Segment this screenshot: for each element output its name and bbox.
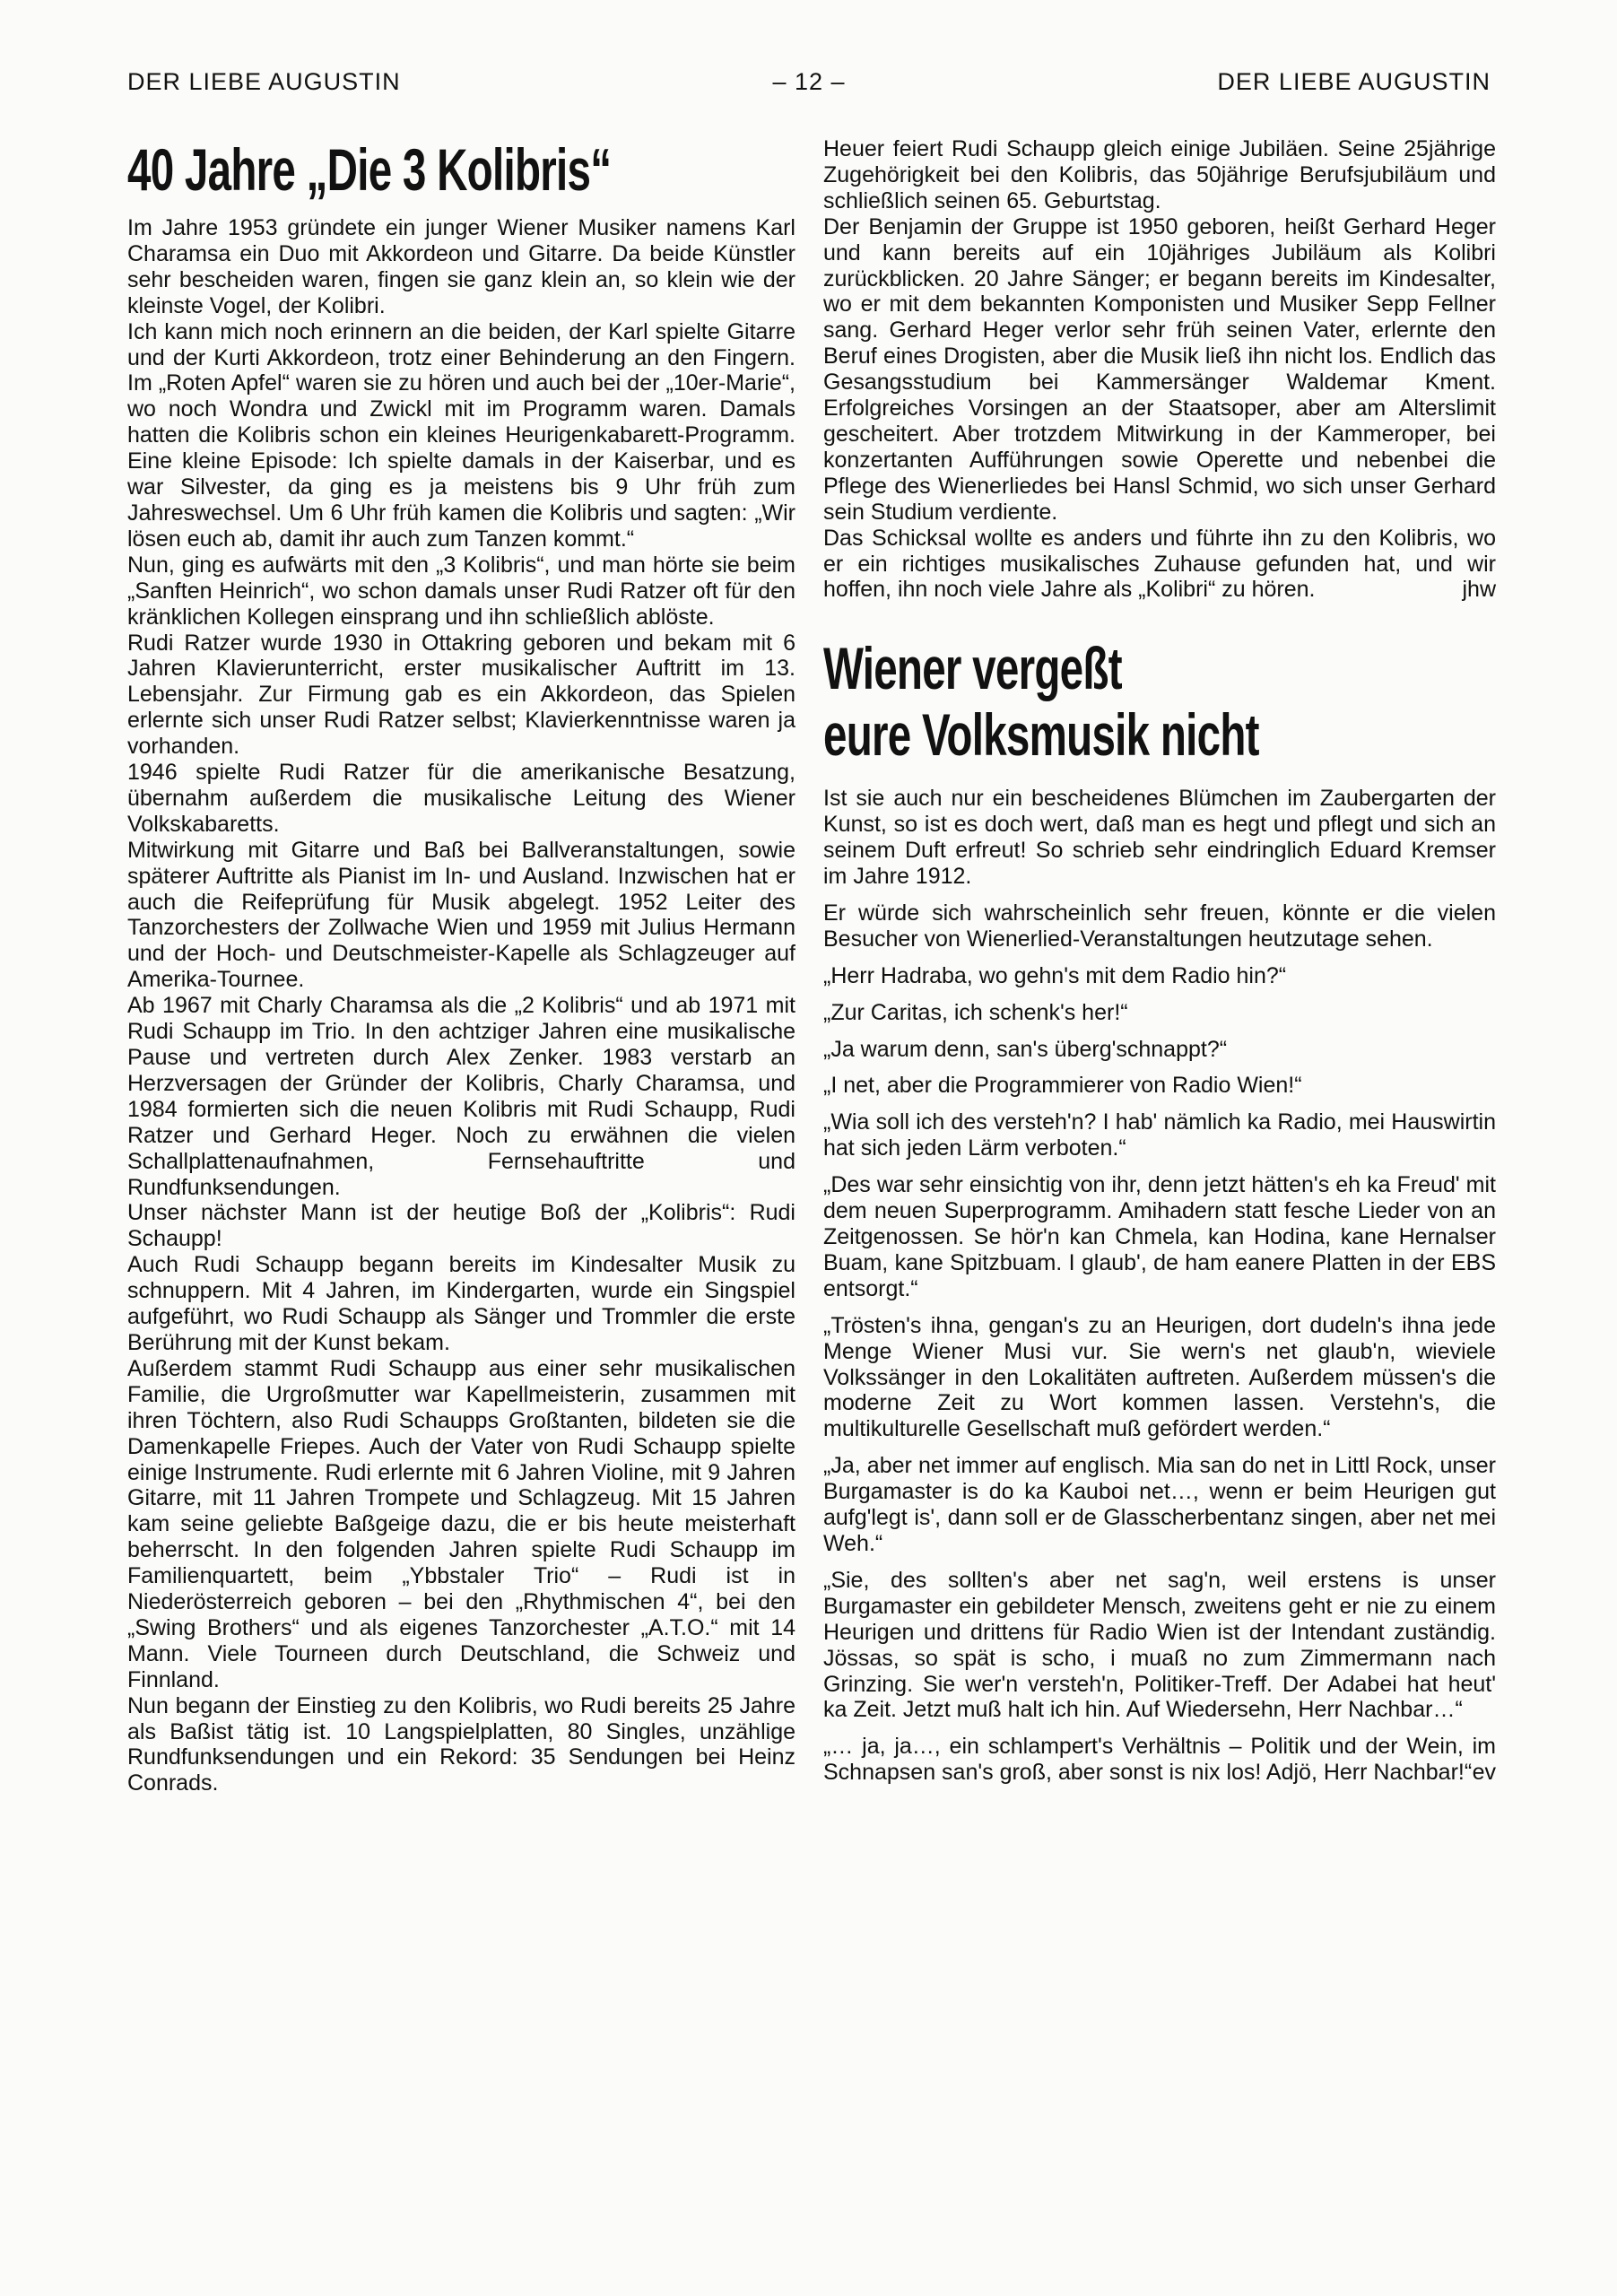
article2-title-line2: eure Volksmusik nicht: [823, 701, 1259, 769]
article2-dialogue-line: [823, 1734, 1496, 1786]
article2-title-line1: Wiener vergeßt: [823, 635, 1122, 702]
article1-last-paragraph-text: Das Schicksal wollte es anders und führte ihn zu den Kolibris, wo er ein richtiges musikalisches Zuhause gefunden hat, und wir hoffen, ihn noch viele Jahre als „Kolibri“ zu hören.: [823, 525, 1496, 603]
running-title-left: DER LIEBE AUGUSTIN: [127, 68, 401, 95]
article1-paragraph: Außerdem stammt Rudi Schaupp aus einer sehr musikalischen Familie, die Urgroßmutter war Kapellmeisterin, zusammen mit ihren Töchtern, also Rudi Schaupps Großtanten, bildeten sie die Damenkapelle Friepes. Auch der Vater von Rudi Schaupp spielte einige Instrumente. Rudi erlernte mit 6 Jahren Violine, mit 9 Jahren Gitarre, mit 11 Jahren Trompete und Schlagzeug. Mit 15 Jahren kam seine geliebte Baßgeige dazu, die er bis heute meisterhaft beherrscht. In den folgenden Jahren spielte Rudi Schaupp im Familienquartett, beim „Ybbstaler Trio“ – Rudi ist in Niederösterreich geboren – bei den „Rhythmischen 4“, bei den „Swing Brothers“ und als eigenes Tanzorchester „A.T.O.“ mit 14 Mann. Viele Tourneen durch Deutschland, die Schweiz und Finnland.: [127, 1355, 795, 1692]
article1-paragraph: 1946 spielte Rudi Ratzer für die amerikanische Besatzung, übernahm außerdem die musikalische Leitung des Wiener Volkskabaretts.: [127, 760, 795, 837]
page-header: [127, 68, 1491, 104]
article1-paragraph: Im Jahre 1953 gründete ein junger Wiener Musiker namens Karl Charamsa ein Duo mit Akkordeon und Gitarre. Da beide Künstler sehr bescheiden waren, fingen sie ganz klein an, so klein wie der kleinste Vogel, der Kolibri.: [127, 215, 795, 318]
page-number: – 12 –: [772, 68, 846, 95]
article1-continuation-paragraph: Heuer feiert Rudi Schaupp gleich einige Jubiläen. Seine 25jährige Zugehörigkeit bei den Kolibris, das 50jährige Berufsjubiläum und schließlich seinen 65. Geburtstag.: [823, 136, 1496, 213]
article2-dialogue-line: „Ja, aber net immer auf englisch. Mia san do net in Littl Rock, unser Burgamaster is do ka Kauboi net…, wenn er beim Heurigen gut aufg'legt is', dann soll er de Glasscherbentanz singen, aber net mei Weh.“: [823, 1453, 1496, 1556]
article2-dialogue-line: „Trösten's ihna, gengan's zu an Heurigen, dort dudeln's ihna jede Menge Wiener Musi vur. Sie wern's net glaub'n, wieviele Volkssänger in den Lokalitäten auftreten. Außerdem müssen's die moderne Zeit zu Wort kommen lassen. Verstehn's, die multikulturelle Gesellschaft muß gefördert werden.“: [823, 1312, 1496, 1442]
article1-signature: jhw: [1462, 577, 1496, 603]
article1-paragraph: Ich kann mich noch erinnern an die beiden, der Karl spielte Gitarre und der Kurti Akkordeon, trotz einer Behinderung an den Fingern. Im „Roten Apfel“ waren sie zu hören und auch bei der „10er-Marie“, wo noch Wondra und Zwickl mit im Programm waren. Damals hatten die Kolibris schon ein kleines Heurigenkabarett-Programm. Eine kleine Episode: Ich spielte damals in der Kaiserbar, und es war Silvester, da ging es ja meistens bis 9 Uhr früh zum Jahreswechsel. Um 6 Uhr früh kamen die Kolibris und sagten: „Wir lösen euch ab, damit ihr auch zum Tanzen kommt.“: [127, 318, 795, 552]
article2-dialogue-line: „Herr Hadraba, wo gehn's mit dem Radio hin?“: [823, 962, 1287, 988]
left-column: [127, 136, 795, 1796]
article1-continuation-paragraph: [823, 526, 1496, 604]
article1-paragraph: Mitwirkung mit Gitarre und Baß bei Ballveranstaltungen, sowie späterer Auftritte als Pianist im In- und Ausland. Inzwischen hat er auch die Reifeprüfung für Musik abgelegt. 1952 Leiter des Tanzorchesters der Zollwache Wien und 1959 mit Julius Hermann und der Hoch- und Deutschmeister-Kapelle als Schlagzeuger auf Amerika-Tournee.: [127, 837, 795, 993]
article2-dialogue-line: „Sie, des sollten's aber net sag'n, weil erstens is unser Burgamaster ein gebildeter Mensch, zweitens geht er nie zu einem Heurigen und drittens für Radio Wien ist der Intendant zuständig. Jössas, so spät is scho, i muaß no zum Zimmermann nach Grinzing. Sie wer'n versteh'n, Politiker-Treff. Der Adabei hat heut' ka Zeit. Jetzt muß halt ich hin. Auf Wiedersehn, Herr Nachbar…“: [823, 1567, 1496, 1723]
article1-title-wrap: [127, 136, 795, 203]
article1-paragraph: Ab 1967 mit Charly Charamsa als die „2 Kolibris“ und ab 1971 mit Rudi Schaupp im Trio. In den achtziger Jahren eine musikalische Pause und vertreten durch Alex Zenker. 1983 verstarb an Herzversagen der Gründer der Kolibris, Charly Charamsa, und 1984 formierten sich die neuen Kolibris mit Rudi Schaupp, Rudi Ratzer und Gerhard Heger. Noch zu erwähnen die vielen Schallplattenaufnahmen, Fernsehauftritte und Rundfunksendungen.: [127, 993, 795, 1200]
article1-paragraph: Unser nächster Mann ist der heutige Boß der „Kolibris“: Rudi Schaupp!: [127, 1200, 795, 1252]
article2-dialogue-line: „Wia soll ich des versteh'n? I hab' nämlich ka Radio, mei Hauswirtin hat sich jeden Lärm verboten.“: [823, 1109, 1496, 1161]
article1-paragraph: Rudi Ratzer wurde 1930 in Ottakring geboren und bekam mit 6 Jahren Klavierunterricht, erster musikalischer Auftritt im 13. Lebensjahr. Zur Firmung gab es ein Akkordeon, das Spielen erlernte sich unser Rudi Ratzer selbst; Klavierkenntnisse waren ja vorhanden.: [127, 630, 795, 760]
article2-dialogue-line: „Zur Caritas, ich schenk's her!“: [823, 999, 1128, 1025]
article1-title: 40 Jahre „Die 3 Kolibris“: [127, 136, 612, 203]
right-column: [823, 136, 1496, 1796]
article2-dialogue-line: „Des war sehr einsichtig von ihr, denn jetzt hätten's eh ka Freud' mit dem neuen Superprogramm. Amihadern statt fesche Lieder von an Zeitgenossen. Se hör'n kan Chmela, kan Hodina, kane Hernalser Buam, kane Spitzbuam. I glaub', de ham eanere Platten in der EBS entsorgt.“: [823, 1172, 1496, 1301]
article2-signature: ev: [1472, 1760, 1496, 1786]
article2-paragraph: Er würde sich wahrscheinlich sehr freuen, könnte er die vielen Besucher von Wienerlied-Veranstaltungen heutzutage sehen.: [823, 900, 1496, 952]
article2-dialogue-line: „Ja warum denn, san's überg'schnappt?“: [823, 1036, 1228, 1062]
article2-paragraph: Ist sie auch nur ein bescheidenes Blümchen im Zaubergarten der Kunst, so ist es doch wert, daß man es hegt und pflegt und sich an seinem Duft erfreut! So schrieb sehr eindringlich Eduard Kremser im Jahre 1912.: [823, 786, 1496, 890]
article2-title-wrap: [823, 635, 1496, 768]
article1-paragraph: Nun, ging es aufwärts mit den „3 Kolibris“, und man hörte sie beim „Sanften Heinrich“, wo schon damals unser Rudi Ratzer oft für den kränklichen Kollegen einsprang und ihn schließlich ablöste.: [127, 552, 795, 630]
article2-dialogue-line: „I net, aber die Programmierer von Radio Wien!“: [823, 1073, 1302, 1099]
article1-paragraph: Nun begann der Einstieg zu den Kolibris, wo Rudi bereits 25 Jahre als Baßist tätig ist. 10 Langspielplatten, 80 Singles, unzählige Rundfunksendungen und ein Rekord: 35 Sendungen bei Heinz Conrads.: [127, 1692, 795, 1796]
running-title-right: DER LIEBE AUGUSTIN: [1217, 68, 1491, 95]
article1-continuation-paragraph: Der Benjamin der Gruppe ist 1950 geboren, heißt Gerhard Heger und kann bereits auf ein 10jähriges Jubiläum als Kolibri zurückblicken. 20 Jahre Sänger; er begann bereits im Kindesalter, wo er mit dem bekannten Komponisten und Musiker Sepp Fellner sang. Gerhard Heger verlor sehr früh seinen Vater, erlernte den Beruf eines Drogisten, aber die Musik ließ ihn nicht los. Endlich das Gesangsstudium bei Kammersänger Waldemar Kment. Erfolgreiches Vorsingen an der Staatsoper, aber am Alterslimit gescheitert. Aber trotzdem Mitwirkung in der Kammeroper, bei konzertanten Aufführungen sowie Operette und nebenbei die Pflege des Wienerliedes bei Hansl Schmid, wo sich unser Gerhard sein Studium verdiente.: [823, 213, 1496, 525]
article2-last-line-text: „… ja, ja…, ein schlampert's Verhältnis – Politik und der Wein, im Schnapsen san's groß, aber sonst is nix los! Adjö, Herr Nachbar!“: [823, 1734, 1496, 1786]
article1-paragraph: Auch Rudi Schaupp begann bereits im Kindesalter Musik zu schnuppern. Mit 4 Jahren, im Kindergarten, wurde ein Singspiel aufgeführt, wo Rudi Schaupp als Sänger und Trommler die erste Berührung mit der Kunst bekam.: [127, 1252, 795, 1355]
